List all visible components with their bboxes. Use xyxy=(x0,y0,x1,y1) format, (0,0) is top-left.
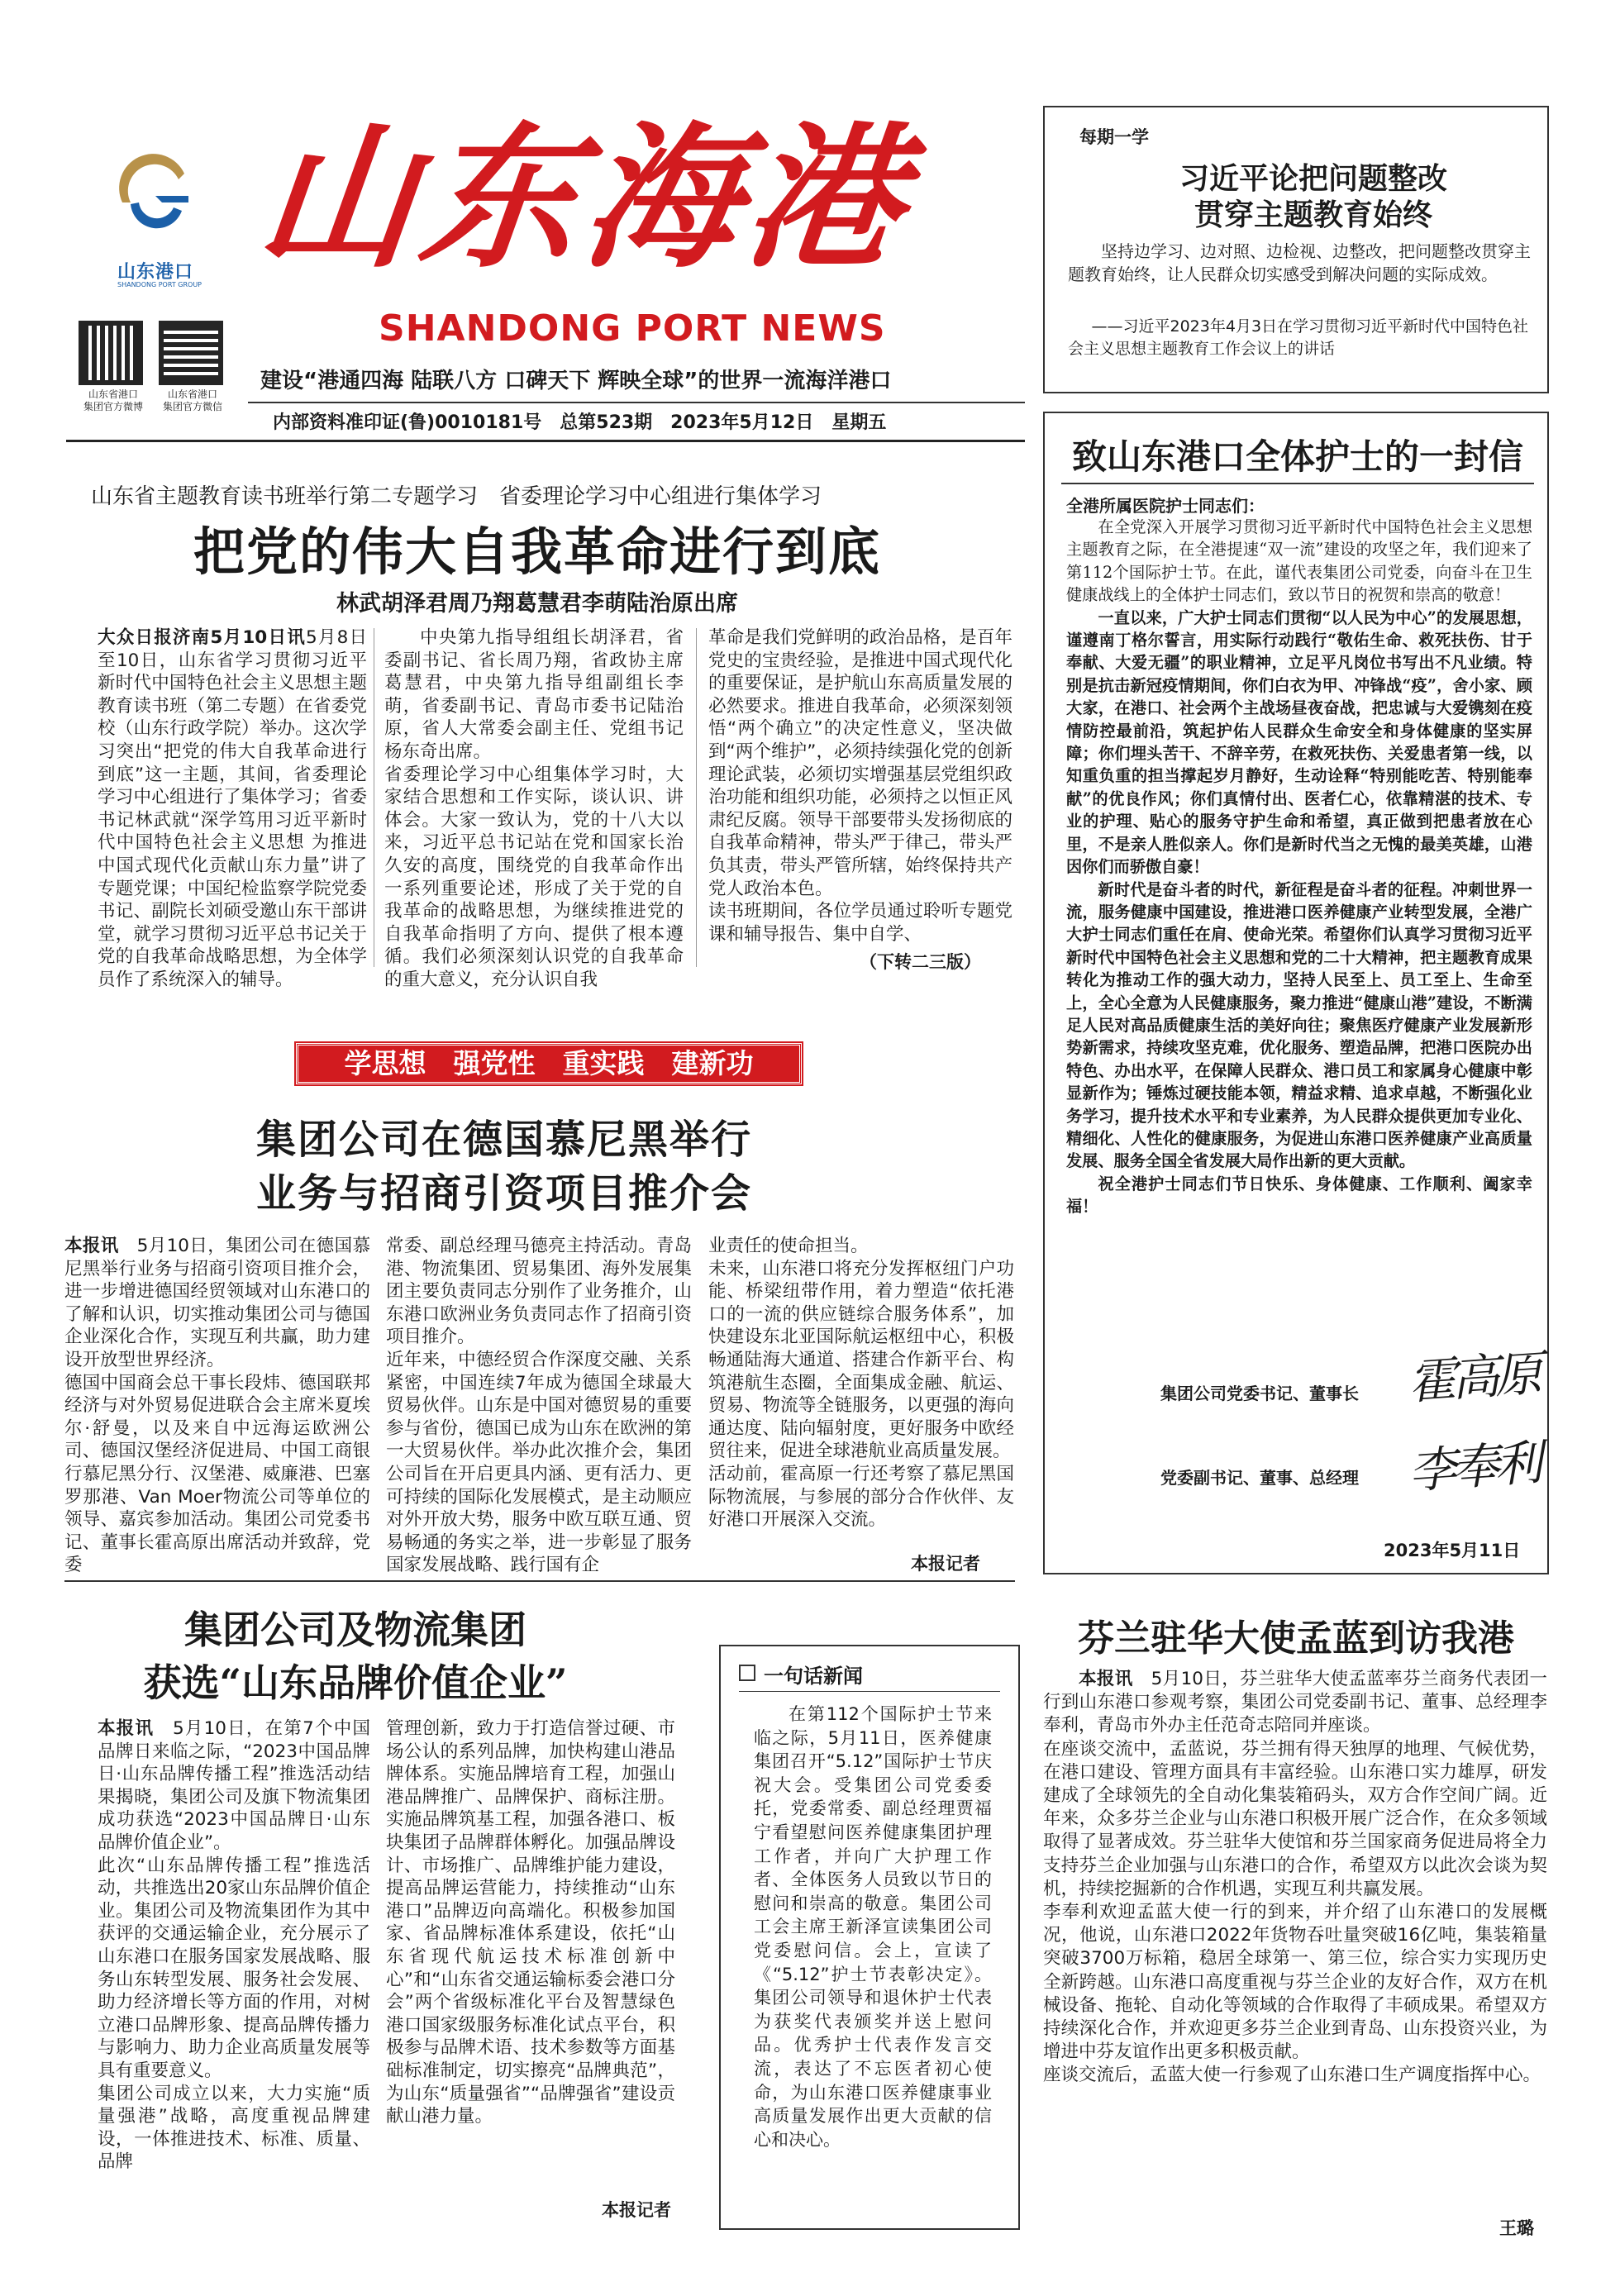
munich-col-2: 常委、副总经理马德亮主持活动。青岛港、物流集团、贸易集团、海外发展集团主要负责同志分别作了业务推介，山东港口欧洲业务负责同志作了招商引资项目推介。 近年来，中德经贸合作深度交融、关系紧密，中国连续7年成为德国全球最大贸易伙伴。山东是中国对德贸易的重要参与省份，德国已成为山东在欧洲的第一大贸易伙伴。举办此次推介会，集团公司旨在开启更具内涵、更有活力、更可持续的国际化发展模式，是主动顺应对外开放大势，服务中欧互联互通、贸易畅通的务实之举，进一步彰显了服务国家发展战略、践行国有企 xyxy=(386,1236,692,1576)
finland-body xyxy=(1043,1668,1547,2233)
brand-col-2: 管理创新，致力于打造信誉过硬、市场公认的系列品牌，加快构建山港品牌体系。实施品牌培育工程，加强山港品牌推广、品牌保护、商标注册。实施品牌筑基工程，加强各港口、板块集团子品牌群体孵化。加强品牌设计、市场推广、品牌维护能力建设，提高品牌运营能力，持续推动“山东港口”品牌迈向高端化。积极参加国家、省品牌标准体系建设，依托“山东省现代航运技术标准创新中心”和“山东省交通运输标委会港口分会”两个省级标准化平台及智慧绿色港口国家级服务标准化试点平台，积极参与品牌术语、技术参数等方面基础标准制定，切实擦亮“品牌典范”，为山东“质量强省”“品牌强省”建设贡献山港力量。 xyxy=(386,1718,675,2127)
signer1-title: 集团公司党委书记、董事长 xyxy=(1160,1384,1359,1403)
lead-col-divider-2 xyxy=(696,628,697,967)
brand-headline-2: 获选“山东品牌价值企业” xyxy=(143,1660,568,1705)
qr-code-wechat[interactable] xyxy=(159,321,223,385)
brand-col-1-text: 5月10日，在第7个中国品牌日来临之际，“2023中国品牌日·山东品牌传播工程”推选活动结果揭晓，集团公司及旗下物流集团成功获选“2023中国品牌日·山东品牌价值企业”。 此次“山东品牌传播工程”推选活动，共推选出20家山东品牌价值企业。集团公司及物流集团作为其中获评的交通运输企业，充分展示了山东港口在服务国家发展战略、服务山东转型发展、服务社会发展、助力经济增长等方面的作用，对树立港口品牌形象、提高品牌传播力与影响力、助力企业高质量发展等具有重要意义。 集团公司成立以来，大力实施“质量强港”战略，高度重视品牌建设，一体推进技术、标准、质量、品牌 xyxy=(98,1718,370,2173)
finland-body-text: 5月10日，芬兰驻华大使孟蓝率芬兰商务代表团一行到山东港口参观考察，集团公司党委副书记、董事、总经理李奉利，青岛市外办主任范奇志陪同并座谈。 在座谈交流中，孟蓝说，芬兰拥有得天独厚的地理、气候优势，在港口建设、管理方面具有丰富经验。山东港口实力雄厚，研发建成了全球领先的全自动化集装箱码头，双方合作空间广阔。近年来，众多芬兰企业与山东港口积极开展广泛合作，在众多领域取得了显著成效。芬兰驻华大使馆和芬兰国家商务促进局将全力支持芬兰企业加强与山东港口的合作，希望双方以此次会谈为契机，持续挖掘新的合作机遇，实现互利共赢发展。 李奉利欢迎孟蓝大使一行的到来，并介绍了山东港口的发展概况，他说，山东港口2022年货物吞吐量突破16亿吨，集装箱量突破3700万标箱，稳居全球第一、第三位，综合实力实现历史全新跨越。山东港口高度重视与芬兰企业的友好合作，双方在机械设备、拖轮、自动化等领域的合作取得了丰硕成果。希望双方持续深化合作，并欢迎更多芬兰企业到青岛、山东投资兴业，为增进中芬友谊作出更多积极贡献。 座谈交流后，孟蓝大使一行参观了山东港口生产调度指挥中心。 xyxy=(1043,1669,1547,2086)
munich-headline-2: 业务与招商引资项目推介会 xyxy=(255,1170,752,1217)
letter-para-1: 在全党深入开展学习贯彻习近平新时代中国特色社会主义思想主题教育之际，在全港提速“双一流”建设的攻坚之年，我们迎来了第112个国际护士节。在此，谨代表集团公司党委，向奋斗在卫生健康战线上的全体护士同志们，致以节日的祝贺和崇高的敬意！ xyxy=(1066,517,1532,605)
lead-col-2: 中央第九指导组组长胡泽君，省委副书记、省长周乃翔，省政协主席葛慧君，中央第九指导组副组长李萌，省委副书记、青岛市委书记陆治原，省人大常委会副主任、党组书记杨东奇出席。 省委理论学习中心组集体学习时，大家结合思想和工作实际，谈认识、讲体会。大家一致认为，党的十八大以来，习近平总书记站在党和国家长治久安的高度，围绕党的自我革命作出一系列重要论述，形成了关于党的自我革命的战略思想，为继续推进党的自我革命指明了方向、提供了根本遵循。我们必须深刻认识党的自我革命的重大意义，充分认识自我 xyxy=(384,627,684,990)
letter-para-3: 新时代是奋斗者的时代，新征程是奋斗者的征程。冲刺世界一流，服务健康中国建设，推进港口医养健康产业转型发展，全港广大护士同志们重任在肩、使命光荣。希望你们认真学习贯彻习近平新时代中国特色社会主义思想和党的二十大精神，把主题教育成果转化为推动工作的强大动力，坚持人民至上、员工至上、生命至上，全心全意为人民健康服务，聚力推进“健康山港”建设，不断满足人民对高品质健康生活的美好向往；聚焦医疗健康产业发展新形势新需求，持续攻坚克难，优化服务、塑造品牌，把港口医院办出特色、办出水平，在保障人民群众、港口员工和家属身心健康中彰显新作为；锤炼过硬技能本领，精益求精、追求卓越，不断强化业务学习，提升技术水平和专业素养，为人民群众提供更加专业化、精细化、人性化的健康服务，为促进山东港口医养健康产业高质量发展、服务全国全省发展大局作出新的更大贡献。 xyxy=(1066,879,1532,1171)
letter-para-2: 一直以来，广大护士同志们贯彻“以人民为中心”的发展思想，谨遵南丁格尔誓言，用实际行动践行“敬佑生命、救死扶伤、甘于奉献、大爱无疆”的职业精神，立足平凡岗位书写出不凡业绩。特别是抗击新冠疫情期间，你们白衣为甲、冲锋战“疫”，舍小家、顾大家，在港口、社会两个主战场昼夜奋战，把忠诚与大爱镌刻在疫情防控最前沿，筑起护佑人民群众生命安全和身体健康的坚实屏障；你们埋头苦干、不辞辛劳，在救死扶伤、关爱患者第一线，以知重负重的担当撑起岁月静好，生动诠释“特别能吃苦、特别能奉献”的优良作风；你们真情付出、医者仁心，依靠精湛的技术、专业的护理、贴心的服务守护生命和希望，真正做到把患者放在心里，不是亲人胜似亲人。你们是新时代当之无愧的最美英雄，山港因你们而骄傲自豪！ xyxy=(1066,607,1532,877)
oneliner-box xyxy=(719,1645,1020,2230)
quote-title-1: 习近平论把问题整改 xyxy=(1179,162,1447,196)
lead-headline: 把党的伟大自我革命进行到底 xyxy=(193,522,881,582)
letter-body xyxy=(1066,516,1532,1218)
finland-dateline: 本报讯 xyxy=(1079,1669,1133,1689)
letter-date: 2023年5月11日 xyxy=(1384,1541,1521,1560)
lead-col-1-text: 5月8日至10日，山东省学习贯彻习近平新时代中国特色社会主义思想主题教育读书班（第二专题）在省委党校（山东行政学院）举办。这次学习突出“把党的伟大自我革命进行到底”这一主题，其间，省委理论学习中心组进行了集体学习；省委书记林武就“深学笃用习近平新时代中国特色社会主义思想 为推进中国式现代化贡献山东力量”讲了专题党课；中国纪检监察学院党委书记、副院长刘硕受邀山东干部讲堂，就学习贯彻习近平总书记关于党的自我革命战略思想，为全体学员作了系统深入的辅导。 xyxy=(98,627,367,990)
lead-col-3: 革命是我们党鲜明的政治品格，是百年党史的宝贵经验，是推进中国式现代化的重要保证，是护航山东高质量发展的必然要求。推进自我革命，必须深刻领悟“两个确立”的决定性意义，坚决做到“两个维护”，必须持续强化党的创新理论武装，必须切实增强基层党组织政治功能和组织功能，必须持之以恒正风肃纪反腐。领导干部要带头发扬彻底的自我革命精神，带头严于律己，带头严负其责，带头严管所辖，始终保持共产党人政治本色。 读书班期间，各位学员通过聆听专题党课和辅导报告、集中自学、 xyxy=(708,627,1012,945)
letter-para-4: 祝全港护士同志们节日快乐、身体健康、工作顺利、阖家幸福！ xyxy=(1066,1174,1532,1217)
qr-code-weibo[interactable] xyxy=(79,321,143,385)
brand-dateline: 本报讯 xyxy=(98,1718,155,1739)
munich-dateline: 本报讯 xyxy=(64,1236,119,1256)
qr1-caption: 山东省港口 集团官方微博 xyxy=(83,388,143,412)
munich-col-3: 业责任的使命担当。 未来，山东港口将充分发挥枢纽门户功能、桥梁纽带作用，着力塑造“依托港口的一流的供应链综合服务体系”，加快建设东北亚国际航运枢纽中心，积极畅通陆海大通道、搭建合作新平台、构筑港航生态圈，全面集成金融、航运、贸易、物流等全链服务，以更强的海向通达度、陆向辐射度，更好服务中欧经贸往来，促进全球港航业高质量发展。 活动前，霍高原一行还考察了慕尼黑国际物流展，与参展的部分合作伙伴、友好港口开展深入交流。 xyxy=(708,1236,1014,1531)
brand-byline: 本报记者 xyxy=(602,2200,671,2220)
quote-title-2: 贯穿主题教育始终 xyxy=(1194,198,1432,232)
finland-headline: 芬兰驻华大使孟蓝到访我港 xyxy=(1078,1617,1514,1660)
munich-byline: 本报记者 xyxy=(911,1554,980,1574)
lead-continued: （下转二三版） xyxy=(860,952,981,972)
quote-source: ——习近平2023年4月3日在学习贯彻习近平新时代中国特色社会主义思想主题教育工作会议上的讲话 xyxy=(1068,317,1529,358)
brand-en: SHANDONG PORT GROUP xyxy=(117,281,202,288)
masthead-title: 山东海港 xyxy=(250,107,918,289)
masthead-slogan: 建设“港通四海 陆联八方 口碑天下 辉映全球”的世界一流海洋港口 xyxy=(260,369,892,393)
oneliner-rule xyxy=(739,1691,1000,1692)
brand-cn: 山东港口 xyxy=(117,262,194,283)
banner-text: 学思想 强党性 重实践 建新功 xyxy=(344,1047,754,1079)
signer1-signature: 霍高原 xyxy=(1407,1345,1540,1411)
oneliner-body: 在第112个国际护士节来临之际，5月11日，医养健康集团召开“5.12”国际护士节庆祝大会。受集团公司党委委托，党委常委、副总经理贾福宁看望慰问医养健康集团护理工作者，并向广大护理工作者、全体医务人员致以节日的慰问和崇高的敬意。集团公司工会主席王新泽宣读集团公司党委慰问信。会上，宣读了《“5.12”护士节表彰决定》。集团公司领导和退休护士代表为获奖代表颁奖并送上慰问品。优秀护士代表作发言交流，表达了不忘医者初心使命，为山东港口医养健康事业高质量发展作出更大贡献的信心和决心。 xyxy=(754,1704,992,2150)
lead-col-1 xyxy=(98,626,367,990)
brand-headline-1: 集团公司及物流集团 xyxy=(184,1608,526,1652)
munich-rule xyxy=(64,1580,1015,1582)
qr2-caption: 山东省港口 集团官方微信 xyxy=(162,388,222,412)
lead-subhead: 林武胡泽君周乃翔葛慧君李萌陆治原出席 xyxy=(336,591,738,617)
letter-title: 致山东港口全体护士的一封信 xyxy=(1071,436,1523,477)
shandong-port-logo xyxy=(106,153,205,244)
signer2-signature: 李奉利 xyxy=(1407,1434,1540,1500)
checkbox-icon xyxy=(739,1665,755,1681)
quote-box xyxy=(1043,106,1549,393)
munich-col-1-text: 5月10日，集团公司在德国慕尼黑举行业务与招商引资项目推介会，进一步增进德国经贸领域对山东港口的了解和认识，切实推动集团公司与德国企业深化合作，实现互利共赢，助力建设开放型世界经济。 德国中国商会总干事长段炜、德国联邦经济与对外贸易促进联合会主席米夏埃尔·舒曼，以及来自中远海运欧洲公司、德国汉堡经济促进局、中国工商银行慕尼黑分行、汉堡港、威廉港、巴塞罗那港、Van Moer物流公司等单位的领导、嘉宾参加活动。集团公司党委书记、董事长霍高原出席活动并致辞，党委 xyxy=(64,1236,370,1576)
issue-info: 内部资料准印证(鲁)0010181号 总第523期 2023年5月12日 星期五 xyxy=(273,412,887,433)
masthead-title-en: SHANDONG PORT NEWS xyxy=(379,307,886,350)
letter-salutation: 全港所属医院护士同志们： xyxy=(1066,496,1265,516)
lead-dateline: 大众日报济南5月10日讯 xyxy=(98,627,306,648)
quote-label: 每期一学 xyxy=(1079,127,1149,147)
brand-col-1 xyxy=(98,1717,370,2223)
masthead-rule xyxy=(248,402,1025,403)
letter-title-rule xyxy=(1061,483,1534,484)
letter-box xyxy=(1043,412,1549,1574)
finland-byline: 王璐 xyxy=(1494,2215,1534,2240)
munich-col-1 xyxy=(64,1235,370,1577)
quote-body: 坚持边学习、边对照、边检视、边整改，把问题整改贯穿主题教育始终，让人民群众切实感受到解决问题的实际成效。 xyxy=(1068,241,1531,284)
masthead-bottom-rule xyxy=(66,440,1025,442)
munich-headline-1: 集团公司在德国慕尼黑举行 xyxy=(255,1117,752,1163)
lead-kicker: 山东省主题教育读书班举行第二专题学习 省委理论学习中心组进行集体学习 xyxy=(91,484,822,509)
banner xyxy=(296,1043,802,1084)
signer2-title: 党委副书记、董事、总经理 xyxy=(1160,1468,1359,1488)
oneliner-label: 一句话新闻 xyxy=(764,1665,863,1688)
